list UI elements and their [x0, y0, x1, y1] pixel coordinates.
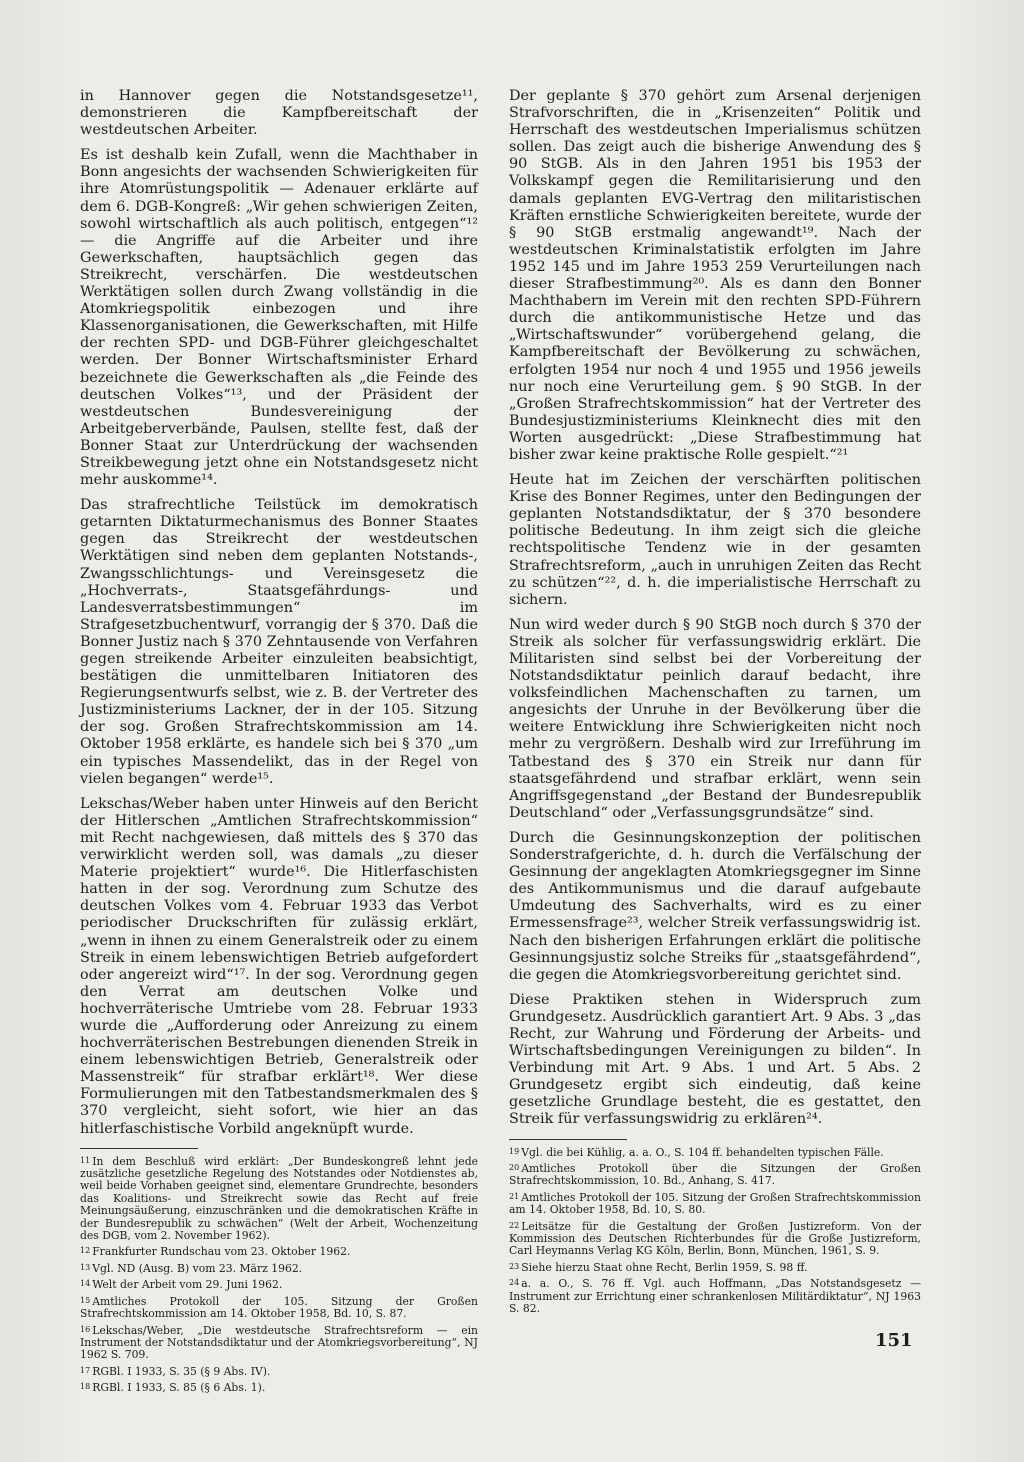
footnote — [80, 1155, 478, 1243]
footnote-text: Siehe hierzu Staat ohne Recht, Berlin 1959, S. 98 ff. — [521, 1260, 808, 1274]
footnote — [80, 1365, 478, 1378]
footnote — [80, 1262, 478, 1275]
paragraph: Lekschas/Weber haben unter Hinweis auf den Bericht der Hitlerschen „Amtlichen Strafrechtskommission“ mit Recht nachgewiesen, daß mittels des § 370 das verwirklicht werden soll, was damals „zu dieser Materie projektiert“ wurde¹⁶. Die Hitlerfaschisten hatten in der sog. Verordnung zum Schutze des deutschen Volkes vom 4. Februar 1933 das Verbot periodischer Druckschriften für zulässig erklärt, „wenn in ihnen zu einem Generalstreik oder zu einem Streik in einem lebenswichtigen Betrieb aufgefordert oder angereizt wird“¹⁷. In der sog. Verordnung gegen den Verrat am deutschen Volke und hochverräterische Umtriebe vom 28. Februar 1933 wurde die „Aufforderung oder Anreizung zu einem hochverräterischen Bestrebungen dienenden Streik in einem lebenswichtigen Betrieb, Generalstreik oder Massenstreik“ für strafbar erklärt¹⁸. Wer diese Formulierungen mit den Tatbestandsmerkmalen des § 370 vergleicht, sieht sofort, wie hier an das hitlerfaschistische Vorbild angeknüpft wurde. — [80, 795, 478, 1137]
footnote-number: 12 — [80, 1246, 91, 1256]
footnote — [80, 1245, 478, 1258]
footnote-text: In dem Beschluß wird erklärt: „Der Bundeskongreß lehnt jede zusätzliche gesetzliche Regelung des Notstandes oder Notdienstes ab, weil beide Vorhaben geeignet sind, elementare Grundrechte, besonders das Koalitions- und Streikrecht sowie das Recht auf freie Meinungsäußerung, einzuschränken und die demokratischen Kräfte in der Bundesrepublik zu schwächen“ (Welt der Arbeit, Wochenzeitung des DGB, vom 2. November 1962). — [80, 1154, 478, 1243]
footnote-number: 24 — [509, 1278, 520, 1288]
footnote-text: RGBl. I 1933, S. 35 (§ 9 Abs. IV). — [92, 1364, 271, 1378]
paragraph: in Hannover gegen die Notstandsgesetze¹¹, demonstrieren die Kampfbereitschaft der westdeutschen Arbeiter. — [80, 88, 478, 139]
footnote-number: 11 — [80, 1155, 91, 1165]
footnote — [80, 1278, 478, 1291]
footnote-text: Amtliches Protokoll über die Sitzungen der Großen Strafrechtskommission, 10. Bd., Anhang, S. 417. — [509, 1161, 921, 1188]
footnote — [80, 1381, 478, 1394]
footnote — [509, 1191, 921, 1217]
footnote — [509, 1146, 921, 1159]
footnote-text: Amtliches Protokoll der 105. Sitzung der Großen Strafrechtskommission am 14. Oktober 1958, Bd. 10, S. 80. — [509, 1190, 921, 1217]
footnote-number: 22 — [509, 1220, 520, 1230]
footnote-text: Vgl. ND (Ausg. B) vom 23. März 1962. — [92, 1261, 303, 1275]
footnote — [509, 1162, 921, 1188]
left-column — [80, 88, 478, 1398]
footnote-text: Lekschas/Weber, „Die westdeutsche Strafrechtsreform — ein Instrument der Notstandsdiktatur und der Atomkriegsvorbereitung“, NJ 1962 S. 709. — [80, 1323, 478, 1362]
footnote-number: 17 — [80, 1365, 91, 1375]
footnote-text: a. a. O., S. 76 ff. Vgl. auch Hoffmann, „Das Notstandsgesetz — Instrument zur Errichtung einer schrankenlosen Militärdiktatur“, NJ 1963 S. 82. — [509, 1277, 921, 1315]
footnote-number: 15 — [80, 1295, 91, 1305]
footnote-text: Frankfurter Rundschau vom 23. Oktober 1962. — [92, 1245, 351, 1259]
footnote-text: RGBl. I 1933, S. 85 (§ 6 Abs. 1). — [92, 1381, 266, 1395]
right-column — [509, 88, 921, 1318]
footnote — [80, 1295, 478, 1321]
paragraph: Heute hat im Zeichen der verschärften politischen Krise des Bonner Regimes, unter den Bedingungen der geplanten Notstandsdiktatur, der § 370 besondere politische Bedeutung. In ihm zeigt sich die gleiche rechtspolitische Tendenz wie in der gesamten Strafrechtsreform, „auch in unruhigen Zeiten das Recht zu schützen“²², d. h. die imperialistische Herrschaft zu sichern. — [509, 472, 921, 608]
footnote-number: 14 — [80, 1279, 91, 1289]
footnote-number: 20 — [509, 1162, 520, 1172]
footnote-number: 18 — [80, 1382, 91, 1392]
footnotes — [80, 1155, 478, 1395]
footnote-divider — [80, 1148, 198, 1149]
paragraph: Der geplante § 370 gehört zum Arsenal derjenigen Strafvorschriften, die in „Krisenzeiten“ Politik und Herrschaft des westdeutschen Imperialismus schützen sollen. Das zeigt auch die bisherige Anwendung des § 90 StGB. Als in den Jahren 1951 bis 1953 der Volkskampf gegen die Remilitarisierung und den damals geplanten EVG-Vertrag den militaristischen Kräften ernstliche Schwierigkeiten bereitete, wurde der § 90 StGB erstmalig angewandt¹⁹. Nach der westdeutschen Kriminalstatistik erfolgten im Jahre 1952 145 und im Jahre 1953 259 Verurteilungen nach dieser Strafbestimmung²⁰. Als es dann den Bonner Machthabern im Verein mit den rechten SPD-Führern durch die antikommunistische Hetze und das „Wirtschaftswunder“ vorübergehend gelang, die Kampfbereitschaft der Bevölkerung zu schwächen, erfolgten 1954 nur noch 4 und 1955 und 1956 jeweils nur noch eine Verurteilung gem. § 90 StGB. In der „Großen Strafrechtskommission“ hat der Vertreter des Bundesjustizministeriums Kleinknecht dies mit den Worten ausgedrückt: „Diese Strafbestimmung hat bisher zwar keine praktische Rolle gespielt.“²¹ — [509, 88, 921, 463]
footnotes — [509, 1146, 921, 1316]
paragraph: Das strafrechtliche Teilstück im demokratisch getarnten Diktaturmechanismus des Bonner Staates gegen das Streikrecht der westdeutschen Werktätigen sind neben dem geplanten Notstands-, Zwangsschlichtungs- und Vereinsgesetz die „Hochverrats-, Staatsgefährdungs- und Landesverratsbestimmungen“ im Strafgesetzbuchentwurf, vorrangig der § 370. Daß die Bonner Justiz nach § 370 Zehntausende von Verfahren gegen streikende Arbeiter einzuleiten beabsichtigt, bestätigen die unmittelbaren Initiatoren des Regierungsentwurfs selbst, wie z. B. der Vertreter des Justizministeriums Lackner, der in der 105. Sitzung der sog. Großen Strafrechtskommission am 14. Oktober 1958 erklärte, es handele sich bei § 370 „um ein typisches Massendelikt, das in der Regel von vielen begangen“ werde¹⁵. — [80, 497, 478, 787]
footnote — [509, 1220, 921, 1258]
footnote-text: Vgl. die bei Kühlig, a. a. O., S. 104 ff. behandelten typischen Fälle. — [521, 1145, 884, 1159]
footnote-text: Leitsätze für die Gestaltung der Großen Justizreform. Von der Kommission des Deutschen Richterbundes für die Große Justizreform, Carl Heymanns Verlag KG Köln, Berlin, Bonn, München, 1961, S. 9. — [509, 1219, 921, 1258]
page-number: 151 — [875, 1330, 913, 1351]
footnote-number: 16 — [80, 1324, 91, 1334]
footnote-divider — [509, 1139, 627, 1140]
paragraph: Diese Praktiken stehen in Widerspruch zum Grundgesetz. Ausdrücklich garantiert Art. 9 Abs. 3 „das Recht, zur Wahrung und Förderung der Arbeits- und Wirtschaftsbedingungen Vereinigungen zu bilden“. In Verbindung mit Art. 9 Abs. 1 und Art. 5 Abs. 2 Grundgesetz ergibt sich eindeutig, daß keine gesetzliche Grundlage besteht, die es gestattet, den Streik für verfassungswidrig zu erklären²⁴. — [509, 991, 921, 1128]
footnote-number: 23 — [509, 1261, 520, 1271]
footnote — [509, 1277, 921, 1315]
footnote — [509, 1261, 921, 1274]
footnote — [80, 1324, 478, 1362]
footnote-number: 19 — [509, 1146, 520, 1156]
footnote-number: 21 — [509, 1191, 520, 1201]
footnote-text: Welt der Arbeit vom 29. Juni 1962. — [92, 1278, 283, 1292]
paragraph: Durch die Gesinnungskonzeption der politischen Sonderstrafgerichte, d. h. durch die Verfälschung der Gesinnung der angeklagten Atomkriegsgegner im Sinne des Antikommunismus und die darauf aufgebaute Umdeutung des Sachverhalts, wird es zu einer Ermessensfrage²³, welcher Streik verfassungswidrig ist. Nach den bisherigen Erfahrungen erklärt die politische Gesinnungsjustiz solche Streiks für „staatsgefährdend“, die gegen die Atomkriegsvorbereitung gerichtet sind. — [509, 829, 921, 983]
paragraph: Nun wird weder durch § 90 StGB noch durch § 370 der Streik als solcher für verfassungswidrig erklärt. Die Militaristen sind selbst bei der Vorbereitung der Notstandsdiktatur peinlich darauf bedacht, ihre volksfeindlichen Machenschaften zu tarnen, um angesichts der Unruhe in der Bevölkerung über die weitere Entwicklung ihre Schwierigkeiten nicht noch mehr zu vergrößern. Deshalb wird zur Irreführung im Tatbestand des § 370 ein Streik nur dann für staatsgefährdend und strafbar erklärt, wenn sein Angriffsgegenstand „der Bestand der Bundesrepublik Deutschland“ oder „Verfassungsgrundsätze“ sind. — [509, 616, 921, 821]
footnote-text: Amtliches Protokoll der 105. Sitzung der Großen Strafrechtskommission am 14. Oktober 1958, Bd. 10, S. 87. — [80, 1294, 478, 1321]
paragraph: Es ist deshalb kein Zufall, wenn die Machthaber in Bonn angesichts der wachsenden Schwierigkeiten für ihre Atomrüstungspolitik — Adenauer erklärte auf dem 6. DGB-Kongreß: „Wir gehen schwierigen Zeiten, sowohl wirtschaftlich als auch politisch, entgegen“¹² — die Angriffe auf die Arbeiter und ihre Gewerkschaften, hauptsächlich gegen das Streikrecht, verschärfen. Die westdeutschen Werktätigen sollen durch Zwang vollständig in die Atomkriegspolitik einbezogen und ihre Klassenorganisationen, die Gewerkschaften, mit Hilfe der rechten SPD- und DGB-Führer gleichgeschaltet werden. Der Bonner Wirtschaftsminister Erhard bezeichnete die Gewerkschaften als „die Feinde des deutschen Volkes“¹³, und der Präsident der westdeutschen Bundesvereinigung der Arbeitgeberverbände, Paulsen, stellte fest, daß der Bonner Staat zur Unterdrückung der wachsenden Streikbewegung jetzt ohne ein Notstandsgesetz nicht mehr auskomme¹⁴. — [80, 147, 478, 489]
footnote-number: 13 — [80, 1262, 91, 1272]
